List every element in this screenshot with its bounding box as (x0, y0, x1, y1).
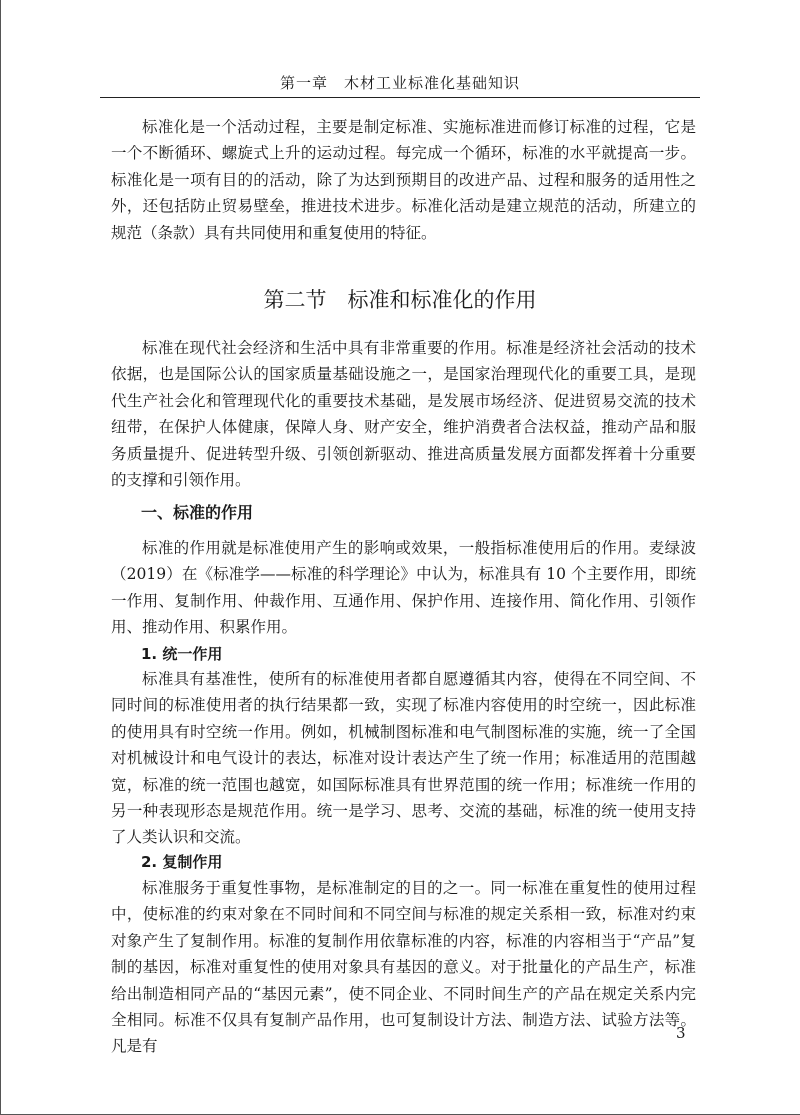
intro-block (111, 114, 696, 246)
paragraph-replicate-function: 标准服务于重复性事物，是标准制定的目的之一。同一标准在重复性的使用过程中，使标准的约束对象在不同时间和不同空间与标准的规定关系相一致，标准对约束对象产生了复制作用。标准的复制作用依靠标准的内容，标准的内容相当于“产品”复制的基因，标准对重复性的使用对象具有基因的意义。对于批量化的产品生产，标准给出制造相同产品的“基因元素”，使不同企业、不同时间生产的产品在规定关系内完全相同。标准不仅具有复制产品作用，也可复制设计方法、制造方法、试验方法等。凡是有 (111, 879, 696, 1056)
unify-block (111, 666, 696, 851)
section-intro-block (111, 335, 696, 493)
header-rule (100, 97, 700, 98)
section-title: 第二节 标准和标准化的作用 (263, 288, 537, 312)
item-heading-replicate: 2. 复制作用 (141, 853, 223, 871)
paragraph-unify-function: 标准具有基准性，使所有的标准使用者都自愿遵循其内容，使得在不同空间、不同时间的标准使用者的执行结果都一致，实现了标准内容使用的时空统一，因此标准的使用具有时空统一作用。例如，机械制图标准和电气制图标准的实施，统一了全国对机械设计和电气设计的表达，标准对设计表达产生了统一作用；标准适用的范围越宽，标准的统一范围也越宽，如国际标准具有世界范围的统一作用；标准统一作用的另一种表现形态是规范作用。统一是学习、思考、交流的基础，标准的统一使用支持了人类认识和交流。 (111, 670, 696, 847)
subheading-functions-of-standards: 一、标准的作用 (141, 503, 254, 522)
item-heading-unify: 1. 统一作用 (141, 645, 223, 663)
replicate-block (111, 875, 696, 1060)
paragraph-standardization-process: 标准化是一个活动过程，主要是制定标准、实施标准进而修订标准的过程，它是一个不断循环、螺旋式上升的运动过程。每完成一个循环，标准的水平就提高一步。标准化是一项有目的的活动，除了为达到预期目的改进产品、过程和服务的适用性之外，还包括防止贸易壁垒，推进技术进步。标准化活动是建立规范的活动，所建立的规范（条款）具有共同使用和重复使用的特征。 (111, 118, 696, 242)
page-number: 3 (676, 1024, 686, 1042)
paragraph-role-of-standards: 标准在现代社会经济和生活中具有非常重要的作用。标准是经济社会活动的技术依据，也是国际公认的国家质量基础设施之一，是国家治理现代化的重要工具，是现代生产社会化和管理现代化的重要技术基础，是发展市场经济、促进贸易交流的技术纽带，在保护人体健康，保障人身、财产安全，维护消费者合法权益，推动产品和服务质量提升、促进转型升级、引领创新驱动、推进高质量发展方面都发挥着十分重要的支撑和引领作用。 (111, 339, 696, 490)
running-header: 第一章 木材工业标准化基础知识 (279, 74, 520, 92)
page-edge-left (0, 0, 1, 1115)
paragraph-functions-overview: 标准的作用就是标准使用产生的影响或效果，一般指标准使用后的作用。麦绿波（2019）在《标准学——标准的科学理论》中认为，标准具有 10 个主要作用，即统一作用、复制作用、仲裁作用、互通作用、保护作用、连接作用、简化作用、引领作用、推动作用、积累作用。 (111, 539, 696, 637)
functions-intro-block (111, 535, 696, 641)
